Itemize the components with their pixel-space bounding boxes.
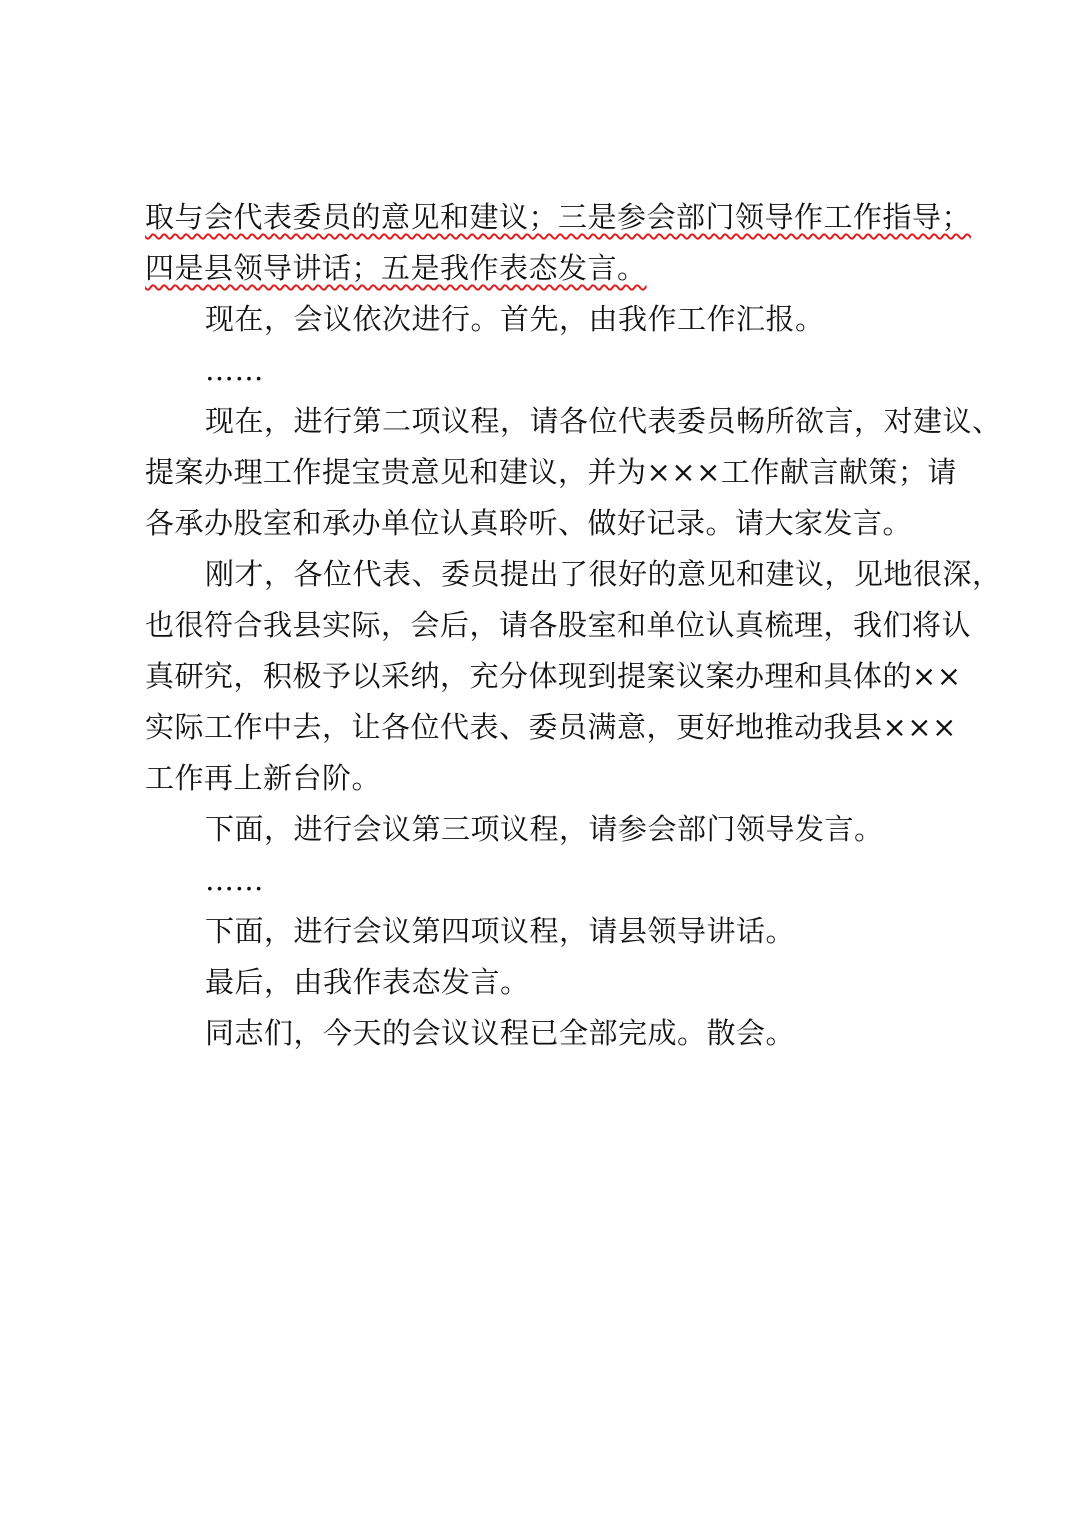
spellcheck-underlined-text: 四是县领导讲话；五是我作表态发言。 xyxy=(145,251,647,285)
paragraph-start: 同志们，今天的会议议程已全部完成。散会。 xyxy=(205,1016,796,1050)
ellipsis-line: …… xyxy=(205,353,264,387)
text-line: 工作再上新台阶。 xyxy=(145,761,382,795)
text-line-2 xyxy=(145,243,945,294)
text-line-1 xyxy=(145,192,972,243)
paragraph-start: 下面，进行会议第四项议程，请县领导讲话。 xyxy=(205,914,796,948)
ellipsis-line: …… xyxy=(205,863,264,897)
text-line: 提案办理工作提宝贵意见和建议，并为×××工作献言献策；请 xyxy=(145,455,957,489)
paragraph-start: 下面，进行会议第三项议程，请参会部门领导发言。 xyxy=(205,812,884,846)
text-line: 实际工作中去，让各位代表、委员满意，更好地推动我县××× xyxy=(145,710,957,744)
spellcheck-underlined-text: 取与会代表委员的意见和建议；三是参会部门领导作工作指导； xyxy=(145,200,972,234)
text-line: 各承办股室和承办单位认真聆听、做好记录。请大家发言。 xyxy=(145,506,913,540)
paragraph-start: 现在，进行第二项议程，请各位代表委员畅所欲言，对建议、 xyxy=(205,404,1002,438)
text-line: 也很符合我县实际，会后，请各股室和单位认真梳理，我们将认 xyxy=(145,608,972,642)
paragraph-start: 刚才，各位代表、委员提出了很好的意见和建议，见地很深， xyxy=(205,557,1002,591)
paragraph-start: 最后，由我作表态发言。 xyxy=(205,965,530,999)
document-body xyxy=(145,192,1002,1059)
paragraph-start: 现在，会议依次进行。首先，由我作工作汇报。 xyxy=(205,302,825,336)
text-line: 真研究，积极予以采纳，充分体现到提案议案办理和具体的×× xyxy=(145,659,962,693)
